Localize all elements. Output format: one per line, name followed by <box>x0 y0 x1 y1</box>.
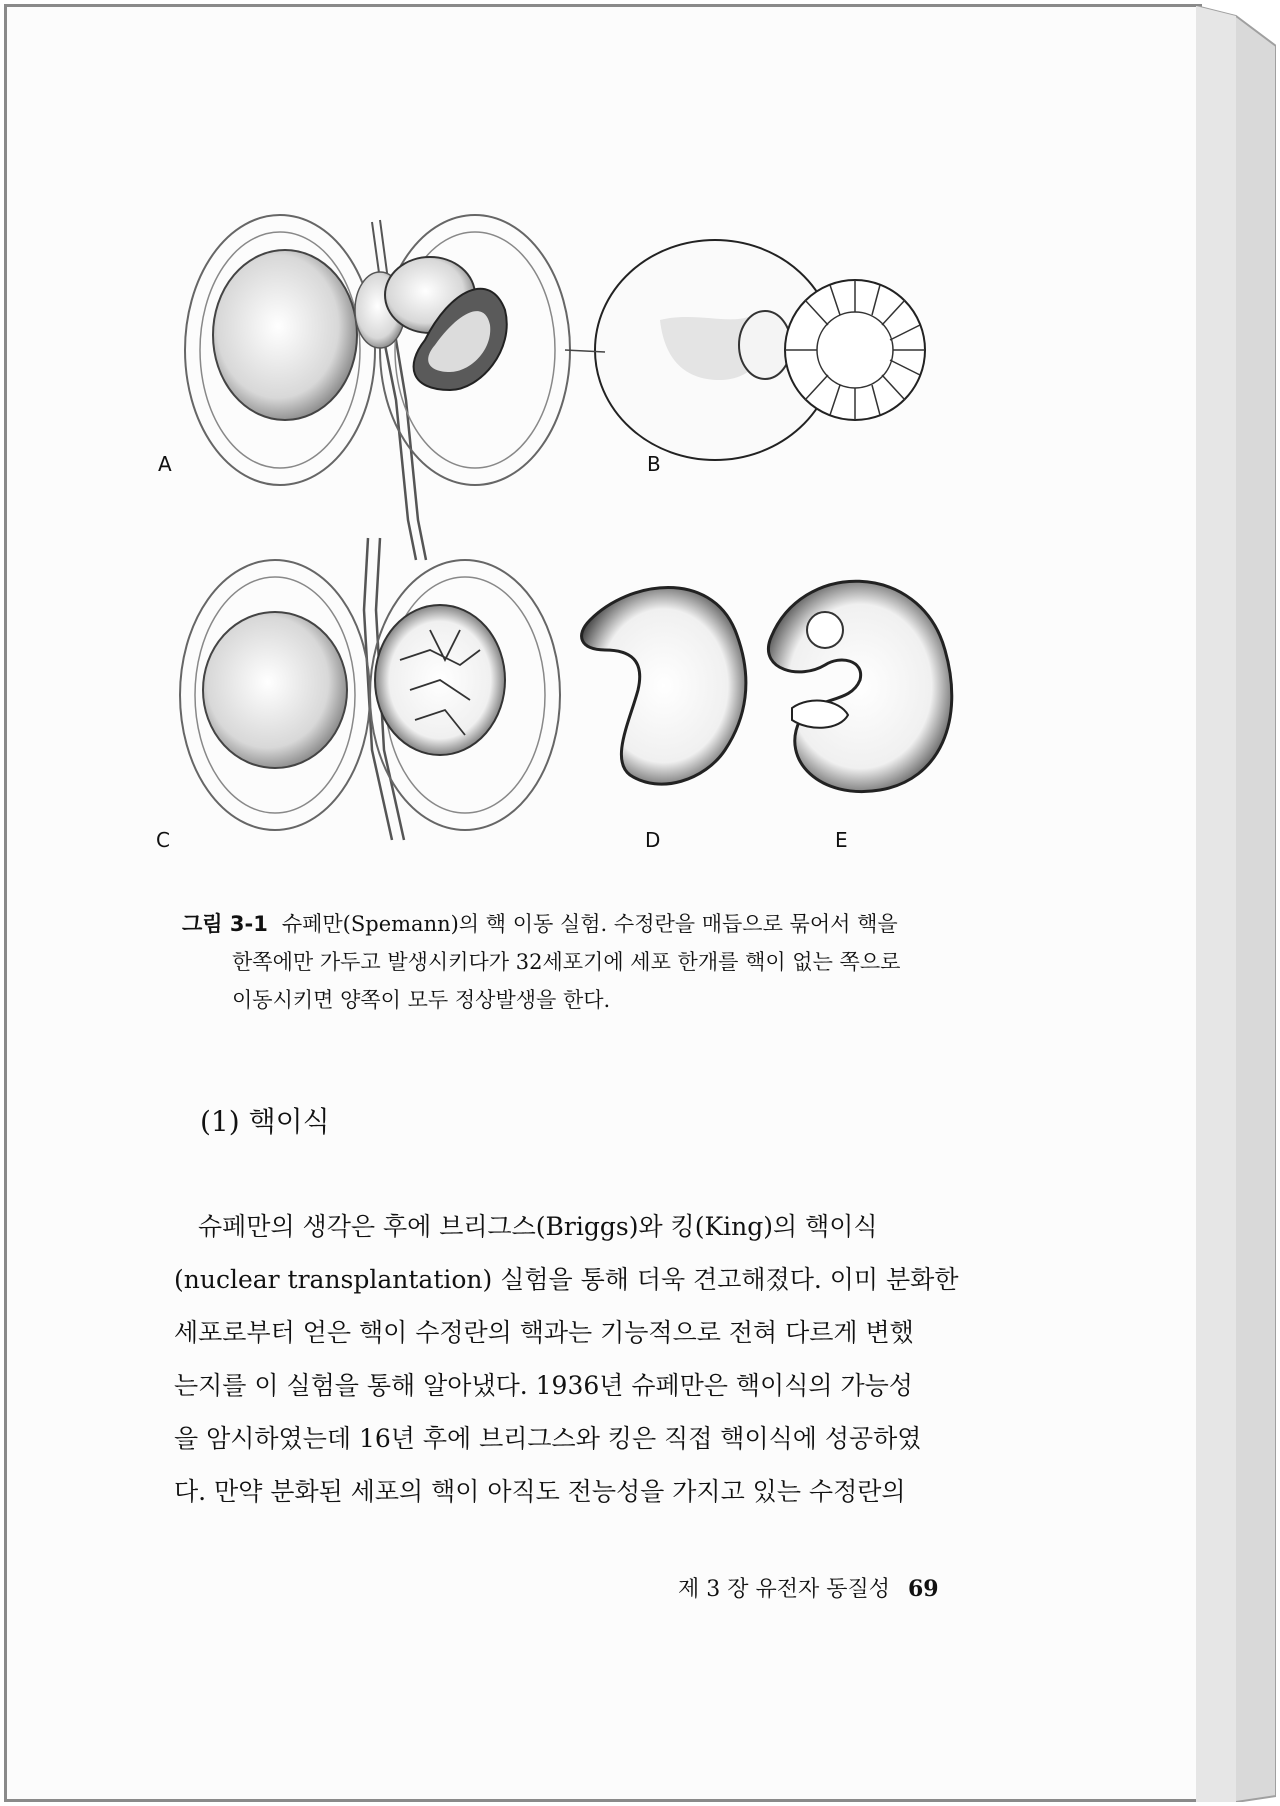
chapter-title: 제 3 장 유전자 동질성 <box>678 1577 890 1602</box>
section-heading: (1) 핵이식 <box>200 1105 330 1138</box>
caption-line-3: 이동시키면 양쪽이 모두 정상발생을 한다. <box>232 988 611 1012</box>
panel-label-c: C <box>156 828 170 852</box>
caption-text-1: 슈페만(Spemann)의 핵 이동 실험. 수정란을 매듭으로 묶어서 핵을 <box>281 912 898 936</box>
panel-b-drawing <box>565 240 925 460</box>
panel-label-d: D <box>645 828 661 852</box>
panel-a-drawing <box>185 215 570 560</box>
caption-label: 그림 3-1 <box>182 912 268 936</box>
body-line: 다. 만약 분화된 세포의 핵이 아직도 전능성을 가지고 있는 수정란의 <box>174 1477 906 1506</box>
panel-label-a: A <box>158 452 172 476</box>
figure-caption <box>182 905 1024 1019</box>
spemann-figure <box>156 160 1060 880</box>
page-number: 69 <box>908 1576 939 1602</box>
panel-label-b: B <box>647 452 661 476</box>
panel-e-drawing <box>768 581 951 791</box>
caption-line-1 <box>182 905 1024 943</box>
panel-c-drawing <box>180 538 560 840</box>
caption-line-2: 한쪽에만 가두고 발생시키다가 32세포기에 세포 한개를 핵이 없는 쪽으로 <box>232 950 901 974</box>
running-footer <box>678 1572 939 1603</box>
body-line: 을 암시하였는데 16년 후에 브리그스와 킹은 직접 핵이식에 성공하였 <box>174 1424 922 1453</box>
book-page-edge <box>1196 6 1276 1802</box>
panel-d-drawing <box>582 588 746 785</box>
body-line: 는지를 이 실험을 통해 알아냈다. 1936년 슈페만은 핵이식의 가능성 <box>174 1371 913 1400</box>
body-line: 세포로부터 얻은 핵이 수정란의 핵과는 기능적으로 전혀 다르게 변했 <box>174 1318 914 1347</box>
body-paragraph <box>174 1200 1032 1518</box>
figure-drawing <box>160 160 1060 880</box>
panel-label-e: E <box>835 828 848 852</box>
body-line: 슈페만의 생각은 후에 브리그스(Briggs)와 킹(King)의 핵이식 <box>198 1212 878 1241</box>
body-line: (nuclear transplantation) 실험을 통해 더욱 견고해졌다. 이미 분화한 <box>174 1265 959 1294</box>
